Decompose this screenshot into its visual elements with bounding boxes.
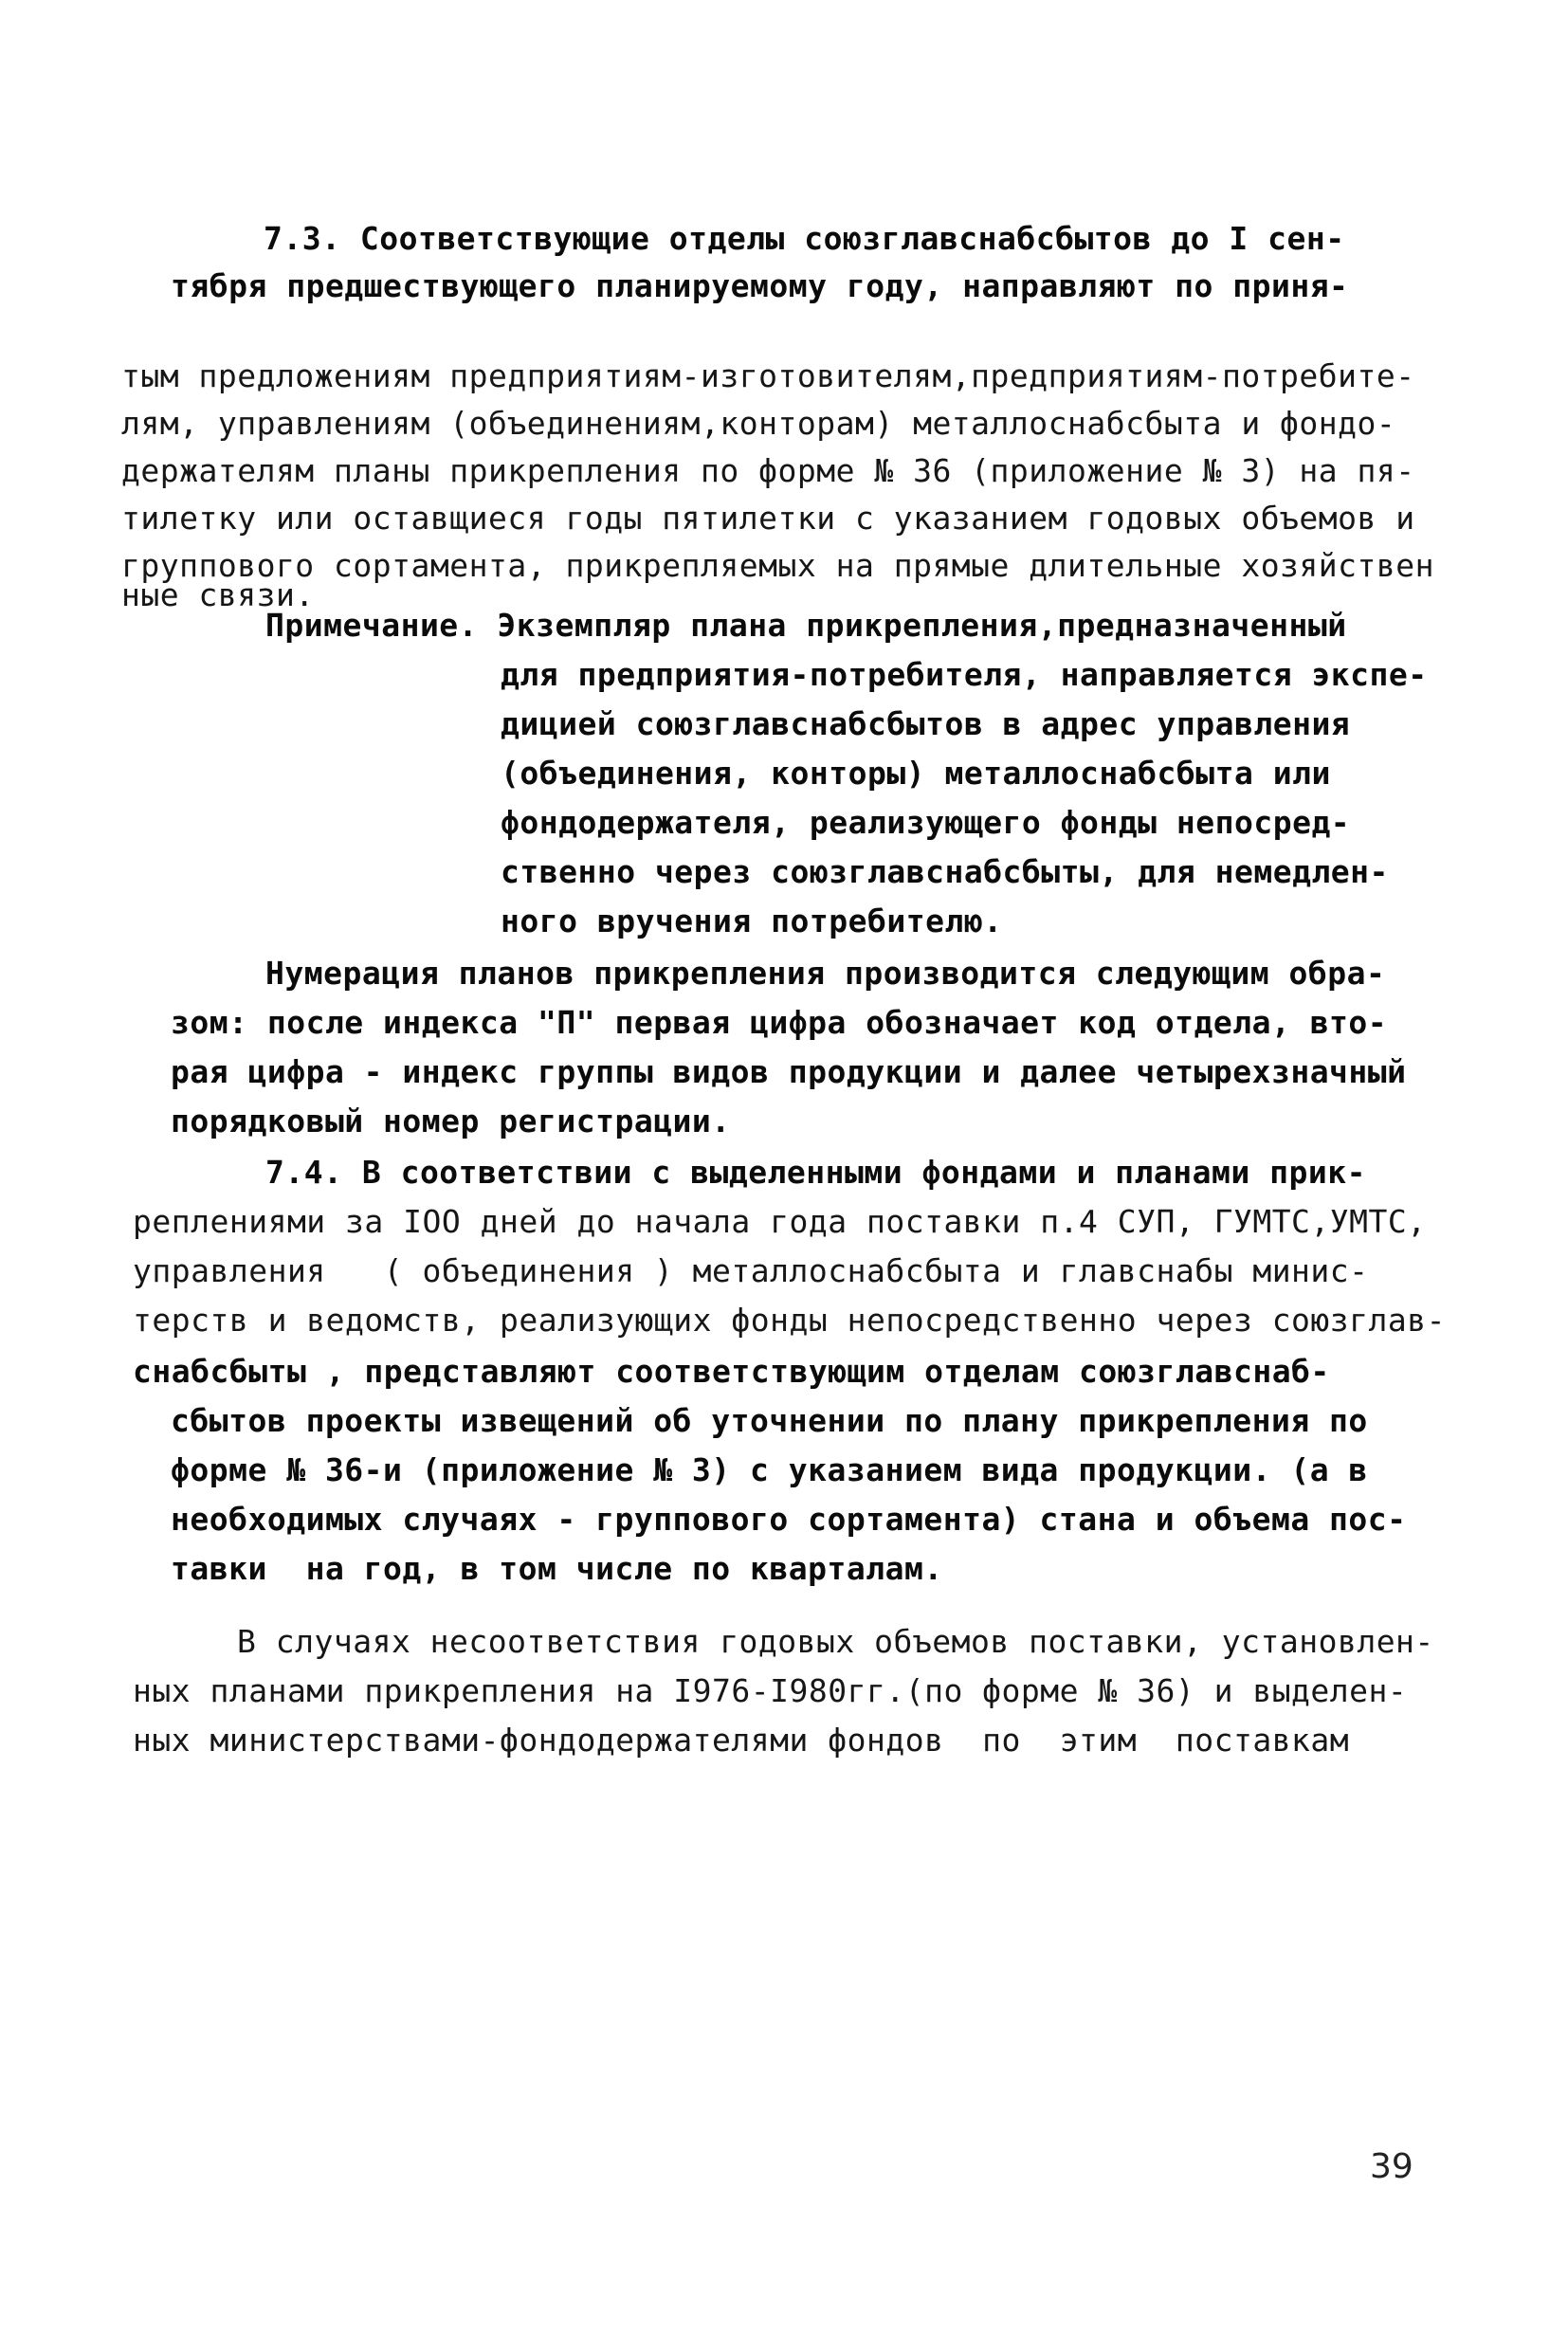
para-7-4-line-1: 7.4. В соответствии с выделенными фондами и планами прик- <box>265 1154 1366 1191</box>
para-7-4-line-3: управления ( объединения ) металлоснабсбыта и главснабы минис- <box>133 1252 1369 1289</box>
numbering-line-1: Нумерация планов прикрепления производится следующим обра- <box>265 955 1386 992</box>
para-7-3-cont-line-4: тилетку или оставщиеся годы пятилетки с указанием годовых объемов и <box>121 500 1415 537</box>
note-line-4: (объединения, конторы) металлоснабсбыта или <box>501 755 1331 792</box>
numbering-line-4: порядковый номер регистрации. <box>171 1103 731 1140</box>
cases-line-1: В случаях несоответствия годовых объемов поставки, установлен- <box>237 1623 1434 1660</box>
note-line-2: для предприятия-потребителя, направляется экспе- <box>501 656 1428 693</box>
page-number: 39 <box>1370 2147 1413 2186</box>
cases-line-2: ных планами прикрепления на I976-I980гг.(по форме № 36) и выделен- <box>133 1672 1408 1709</box>
para-7-3-cont-line-5: группового сортамента, прикрепляемых на прямые длительные хозяйствен <box>121 547 1435 584</box>
note-line-6: ственно через союзглавснабсбыты, для немедлен- <box>501 853 1389 890</box>
note-line-5: фондодержателя, реализующего фонды непосред- <box>501 804 1351 841</box>
para-7-4-line-4: терств и ведомств, реализующих фонды непосредственно через союзглав- <box>133 1302 1447 1339</box>
para-7-4-line-5: снабсбыты , представляют соответствующим отделам союзглавснаб- <box>133 1353 1330 1390</box>
para-7-3-cont-line-1: тым предложениям предприятиям-изготовителям,предприятиям-потребите- <box>121 357 1415 394</box>
para-7-4-line-7: форме № 36-и (приложение № 3) с указанием вида продукции. (а в <box>171 1451 1368 1488</box>
para-7-3-cont-line-6: ные связи. <box>121 576 315 613</box>
numbering-line-3: рая цифра - индекс группы видов продукции и далее четырехзначный <box>171 1053 1407 1090</box>
note-line-1: Примечание. Экземпляр плана прикрепления,предназначенный <box>265 607 1347 644</box>
para-7-4-line-8: необходимых случаях - группового сортамента) стана и объема пос- <box>171 1501 1407 1538</box>
para-7-4-line-6: сбытов проекты извещений об уточнении по плану прикрепления по <box>171 1402 1368 1439</box>
note-line-7: ного вручения потребителю. <box>501 903 1003 939</box>
para-7-3-line-1: 7.3. Соответствующие отделы союзглавснабсбытов до I сен- <box>264 220 1345 257</box>
para-7-4-line-9: тавки на год, в том числе по кварталам. <box>171 1550 943 1587</box>
cases-line-3: ных министерствами-фондодержателями фондов по этим поставкам <box>133 1722 1350 1759</box>
para-7-3-cont-line-2: лям, управлениям (объединениям,конторам) металлоснабсбыта и фондо- <box>121 405 1396 442</box>
note-line-3: дицией союзглавснабсбытов в адрес управления <box>501 705 1351 742</box>
para-7-3-line-2: тября предшествующего планируемому году, направляют по приня- <box>171 267 1349 304</box>
para-7-3-cont-line-3: держателям планы прикрепления по форме № 36 (приложение № 3) на пя- <box>121 452 1415 489</box>
numbering-line-2: зом: после индекса "П" первая цифра обозначает код отдела, вто- <box>171 1004 1388 1041</box>
para-7-4-line-2: реплениями за IOO дней до начала года поставки п.4 СУП, ГУМТС,УМТС, <box>133 1203 1427 1240</box>
